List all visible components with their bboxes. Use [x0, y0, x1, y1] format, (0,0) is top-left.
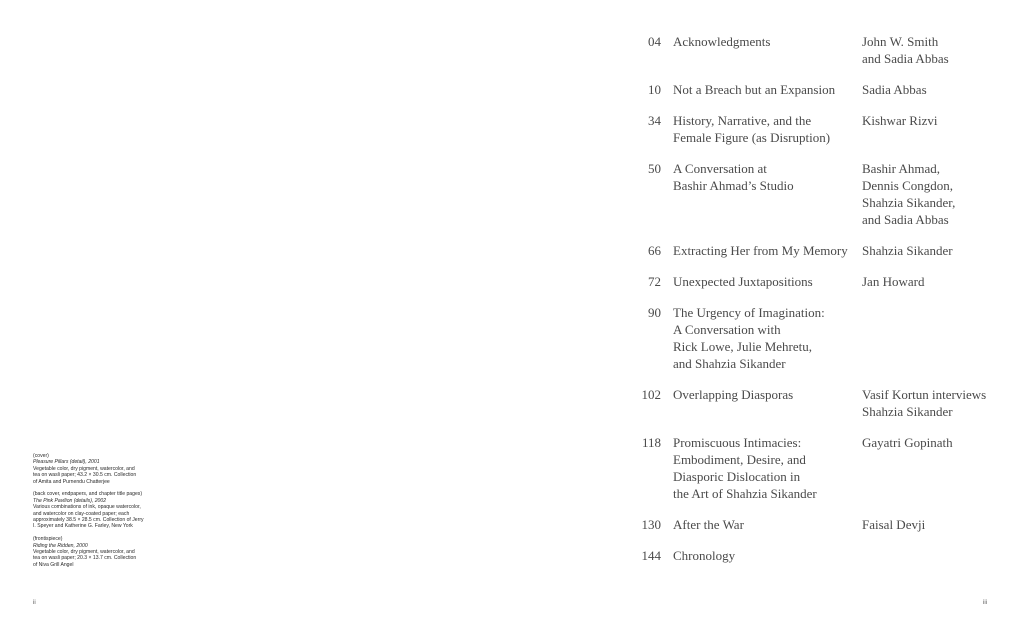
toc-page-number: 10: [648, 82, 661, 97]
toc-title-line: the Art of Shahzia Sikander: [673, 486, 817, 501]
credit-line: of Amita and Purnendu Chatterjee: [33, 478, 110, 485]
toc-author: [862, 112, 1012, 129]
folio-left: ii: [33, 600, 36, 606]
toc-title-line: Rick Lowe, Julie Mehretu,: [673, 339, 812, 354]
toc-author: [862, 242, 1012, 259]
toc-author-line: Vasif Kortun interviews: [862, 387, 987, 402]
toc-title: [673, 434, 853, 502]
credit-line: Vegetable color, dry pigment, watercolor, and: [33, 549, 135, 556]
credit-line: Pleasure Pillars (detail), 2001: [33, 459, 100, 466]
toc-title-line: Embodiment, Desire, and: [673, 452, 806, 467]
toc-author-line: Shahzia Sikander: [862, 243, 953, 258]
credit-line: tea on wasli paper; 43.2 × 30.5 cm. Collection: [33, 472, 137, 479]
toc-author-line: Gayatri Gopinath: [862, 435, 953, 450]
credit-line: Riding the Ridden, 2000: [33, 542, 88, 549]
toc-title: [673, 112, 853, 146]
credit-group: [33, 453, 183, 485]
toc-author-line: Kishwar Rizvi: [862, 113, 938, 128]
credit-line: approximately 38.5 × 28.5 cm. Collection of Jerry: [33, 517, 144, 524]
toc-page-number: 118: [641, 435, 661, 450]
toc-title-line: Bashir Ahmad’s Studio: [673, 178, 794, 193]
toc-author-line: Jan Howard: [862, 274, 925, 289]
toc-title-line: Overlapping Diasporas: [673, 387, 794, 402]
toc-title-line: After the War: [673, 517, 744, 532]
toc-title: [673, 304, 853, 372]
toc-title: [673, 273, 853, 290]
toc-page-number: 144: [641, 548, 661, 563]
toc-page-number: 50: [648, 161, 661, 176]
toc-title-line: Unexpected Juxtapositions: [673, 274, 813, 289]
toc-title-line: The Urgency of Imagination:: [673, 305, 825, 320]
toc-author: [862, 33, 1012, 67]
toc-title-line: Diasporic Dislocation in: [673, 469, 801, 484]
toc-author: [862, 386, 1012, 420]
toc-page-number: 90: [648, 305, 661, 320]
credit-line: Various combinations of ink, opaque watercolor,: [33, 504, 141, 511]
toc-title-line: A Conversation at: [673, 161, 767, 176]
toc-author-line: Dennis Congdon,: [862, 178, 953, 193]
toc-author: [862, 434, 1012, 451]
credit-group: [33, 536, 183, 568]
toc-title: [673, 242, 853, 259]
toc-title: [673, 81, 853, 98]
credit-line: (frontispiece): [33, 536, 63, 543]
toc-title-line: Extracting Her from My Memory: [673, 243, 848, 258]
toc-title: [673, 386, 853, 403]
toc-author-line: and Sadia Abbas: [862, 51, 949, 66]
toc-title-line: A Conversation with: [673, 322, 781, 337]
toc-author-line: Shahzia Sikander,: [862, 195, 956, 210]
credit-line: The Pink Pavilion (details), 2002: [33, 497, 107, 504]
toc-author: [862, 273, 1012, 290]
toc-author-line: John W. Smith: [862, 34, 939, 49]
toc-title-line: Female Figure (as Disruption): [673, 130, 831, 145]
toc-page-number: 66: [648, 243, 661, 258]
toc-page-number: 72: [648, 274, 661, 289]
toc-title: [673, 160, 853, 194]
folio-right: iii: [983, 600, 987, 606]
toc-page-number: 34: [648, 113, 661, 128]
toc-page-number: 04: [648, 34, 661, 49]
toc-author-line: Faisal Devji: [862, 517, 926, 532]
credit-line: I. Speyer and Katherine G. Farley, New York: [33, 523, 133, 530]
credit-line: and watercolor on clay-coated paper; each: [33, 510, 130, 517]
toc-title: [673, 547, 853, 564]
toc-author: [862, 160, 1012, 228]
credit-line: Vegetable color, dry pigment, watercolor, and: [33, 465, 135, 472]
toc-title-line: Acknowledgments: [673, 34, 771, 49]
toc-title-line: Promiscuous Intimacies:: [673, 435, 802, 450]
toc-title-line: and Shahzia Sikander: [673, 356, 786, 371]
credit-line: (cover): [33, 453, 49, 459]
toc-title-line: History, Narrative, and the: [673, 113, 812, 128]
toc-title-line: Chronology: [673, 548, 736, 563]
toc-author: [862, 81, 1012, 98]
credit-line: tea on wasli paper; 20.3 × 13.7 cm. Collection: [33, 555, 137, 562]
toc-author-line: and Sadia Abbas: [862, 212, 949, 227]
toc-author-line: Bashir Ahmad,: [862, 161, 940, 176]
toc-author-line: Shahzia Sikander: [862, 404, 953, 419]
toc-page-number: 102: [641, 387, 661, 402]
credit-line: of Niva Grill Angel: [33, 561, 74, 568]
toc-title: [673, 516, 853, 533]
toc-page-number: 130: [641, 517, 661, 532]
toc-author-line: Sadia Abbas: [862, 82, 927, 97]
image-credits: [33, 453, 183, 575]
toc-title: [673, 33, 853, 50]
toc-title-line: Not a Breach but an Expansion: [673, 82, 836, 97]
credit-line: (back cover, endpapers, and chapter title pages): [33, 491, 143, 498]
credit-group: [33, 491, 183, 529]
toc-author: [862, 516, 1012, 533]
